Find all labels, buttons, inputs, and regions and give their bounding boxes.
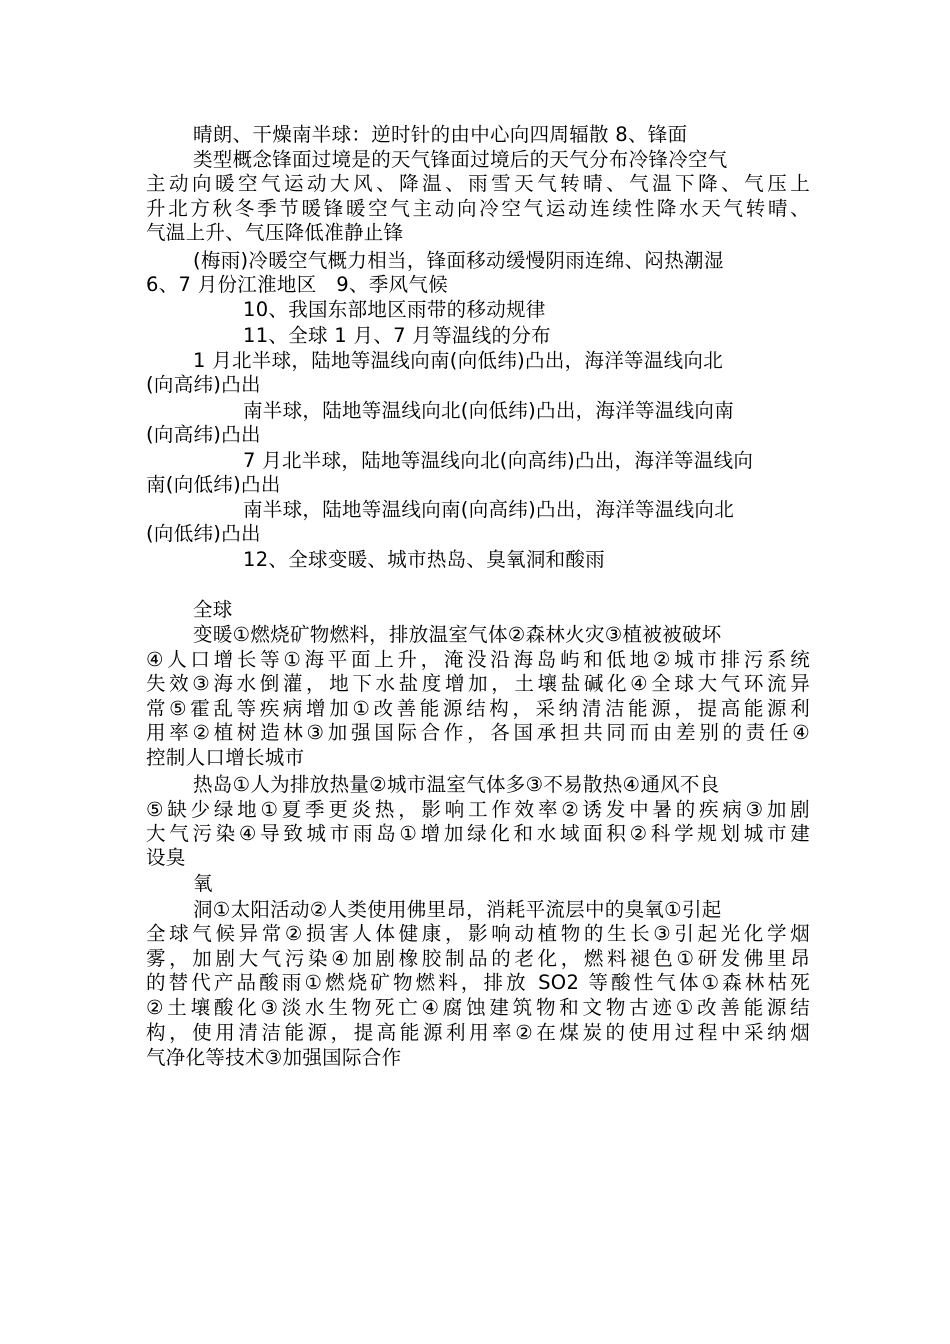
text-line: 控制人口增长城市 xyxy=(146,746,305,769)
text-line: (梅雨)冷暖空气概力相当，锋面移动缓慢阴雨连绵、闷热潮湿 xyxy=(193,249,724,272)
text-line: 构，使用清洁能源，提高能源利用率②在煤炭的使用过程中采纳烟 xyxy=(146,1021,810,1044)
text-line: 设臭 xyxy=(146,846,186,869)
section-heading: 12、全球变暖、城市热岛、臭氧洞和酸雨 xyxy=(243,548,606,571)
text-line: 全球 xyxy=(193,598,233,621)
text-line: 类型概念锋面过境是的天气锋面过境后的天气分布冷锋冷空气 xyxy=(193,148,728,171)
text-line: 的替代产品酸雨①燃烧矿物燃料，排放 SO2 等酸性气体①森林枯死 xyxy=(146,971,810,994)
text-line: (向高纬)凸出 xyxy=(146,373,261,396)
text-line: 气净化等技术③加强国际合作 xyxy=(146,1046,402,1069)
text-line: ②土壤酸化③淡水生物死亡④腐蚀建筑物和文物古迹①改善能源结 xyxy=(146,996,810,1019)
text-line: 洞①太阳活动②人类使用佛里昂，消耗平流层中的臭氧①引起 xyxy=(193,898,722,921)
text-line: 雾，加剧大气污染④加剧橡胶制品的老化，燃料褪色①研发佛里昂 xyxy=(146,947,810,970)
text-line: 7 月北半球，陆地等温线向北(向高纬)凸出，海洋等温线向 xyxy=(243,449,754,472)
section-heading: 10、我国东部地区雨带的移动规律 xyxy=(243,298,546,321)
text-line: 主动向暖空气运动大风、降温、雨雪天气转晴、气温下降、气压上 xyxy=(146,172,810,195)
text-line: 晴朗、干燥南半球：逆时针的由中心向四周辐散 8、锋面 xyxy=(193,123,688,146)
text-line: 气温上升、气压降低准静止锋 xyxy=(146,221,404,244)
text-line: 大气污染④导致城市雨岛①增加绿化和水域面积②科学规划城市建 xyxy=(146,822,810,845)
text-line: (向高纬)凸出 xyxy=(146,423,261,446)
text-line: 南(向低纬)凸出 xyxy=(146,473,281,496)
text-line: 南半球，陆地等温线向北(向低纬)凸出，海洋等温线向南 xyxy=(243,399,735,422)
text-line: 全球气候异常②损害人体健康，影响动植物的生长③引起光化学烟 xyxy=(146,922,810,945)
text-line: ⑤缺少绿地①夏季更炎热，影响工作效率②诱发中暑的疾病③加剧 xyxy=(146,798,810,821)
text-line: 氧 xyxy=(193,872,213,895)
text-line: 1 月北半球，陆地等温线向南(向低纬)凸出，海洋等温线向北 xyxy=(193,349,724,372)
text-line: 热岛①人为排放热量②城市温室气体多③不易散热④通风不良 xyxy=(193,773,720,796)
text-line: ④人口增长等①海平面上升，淹没沿海岛屿和低地②城市排污系统 xyxy=(146,648,810,671)
text-line: 南半球，陆地等温线向南(向高纬)凸出，海洋等温线向北 xyxy=(243,498,735,521)
text-line: 6、7 月份江淮地区 9、季风气候 xyxy=(146,273,449,296)
text-line: 失效③海水倒灌，地下水盐度增加，土壤盐碱化④全球大气环流异 xyxy=(146,672,810,695)
text-line: 升北方秋冬季节暖锋暖空气主动向冷空气运动连续性降水天气转晴、 xyxy=(146,197,810,220)
text-line: 常⑤霍乱等疾病增加①改善能源结构，采纳清洁能源，提高能源利 xyxy=(146,697,810,720)
section-heading: 11、全球 1 月、7 月等温线的分布 xyxy=(243,324,551,347)
text-line: 用率②植树造林③加强国际合作，各国承担共同而由差别的责任④ xyxy=(146,721,810,744)
text-line: (向低纬)凸出 xyxy=(146,522,261,545)
text-line: 变暖①燃烧矿物燃料，排放温室气体②森林火灾③植被被破坏 xyxy=(193,623,722,646)
